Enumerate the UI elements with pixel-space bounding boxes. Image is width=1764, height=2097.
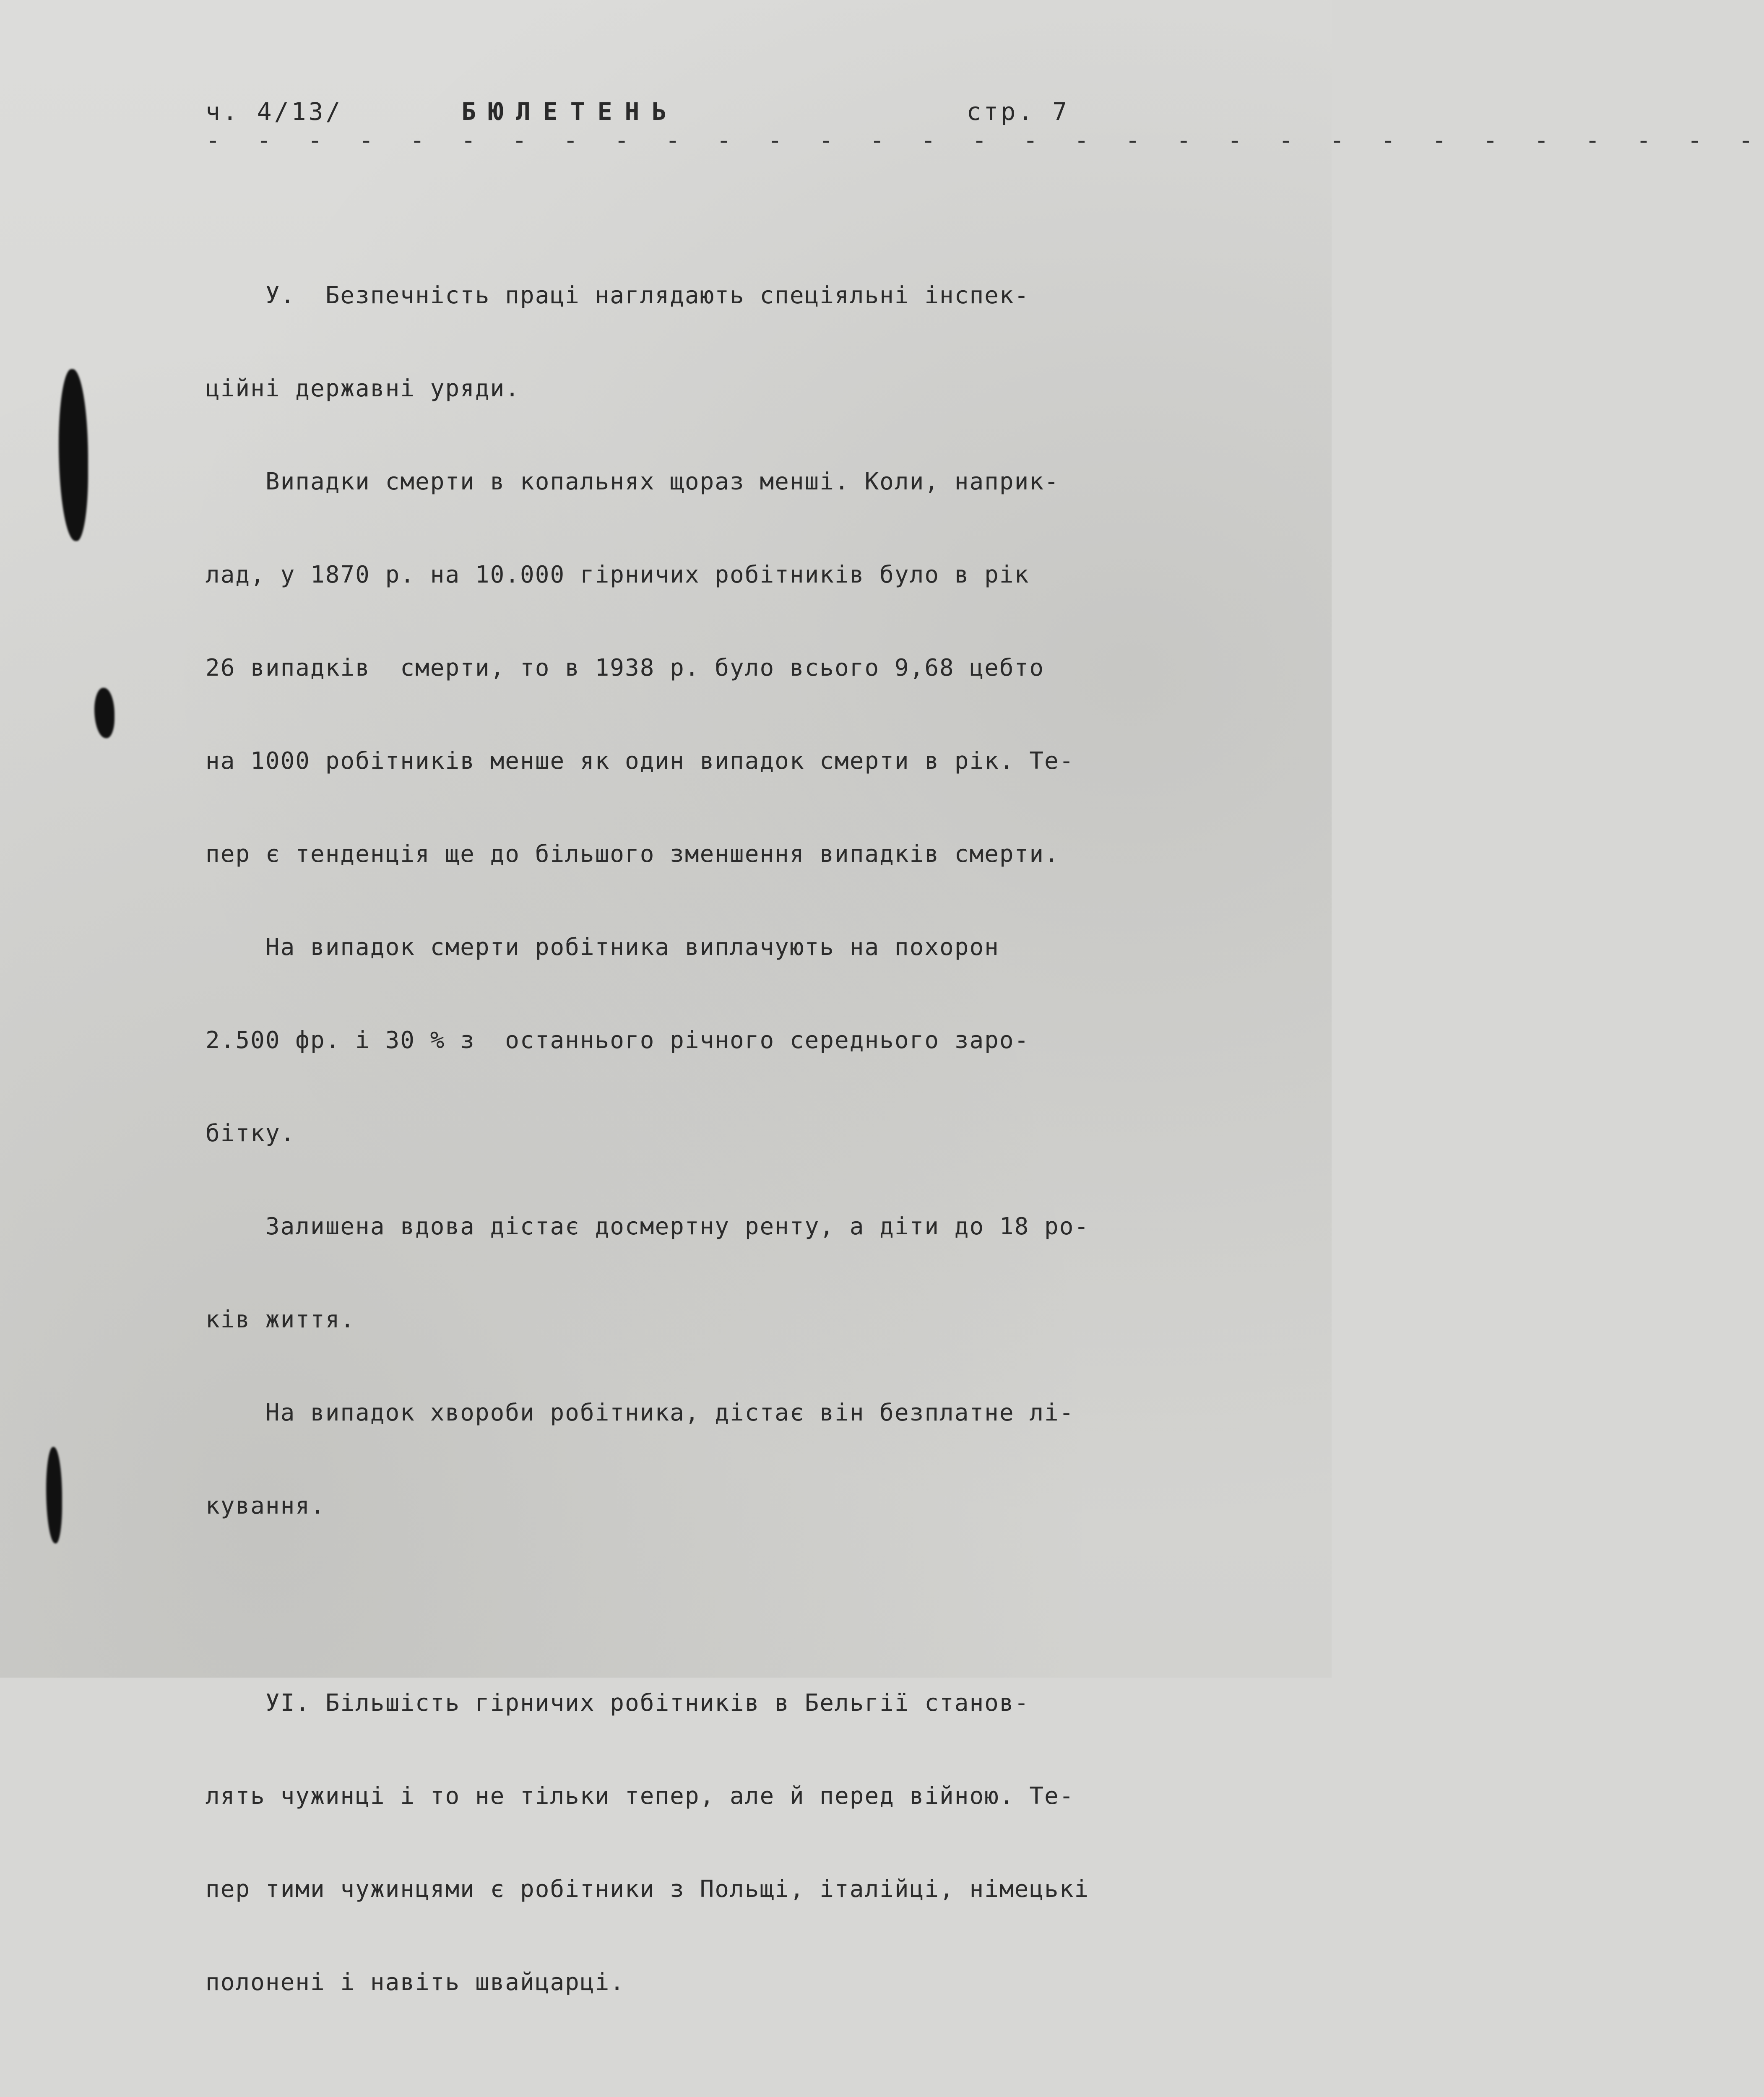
ink-blot — [94, 688, 114, 738]
section-6-line: лять чужинці і то не тільки тепер, але й перед війною. Те- — [206, 1782, 1075, 1810]
section-5-line: У. Безпечність праці наглядають спеціяльні інспек- — [206, 282, 1030, 309]
section-5-line: На випадок хвороби робітника, дістає він безплатне лі- — [206, 1399, 1075, 1426]
header-divider: - - - - - - - - - - - - - - - - - - - - - - - - - - - - - - - — [206, 126, 1764, 154]
section-6-line: УІ. Більшість гірничих робітників в Бельгії станов- — [206, 1689, 1030, 1717]
bulletin-title: БЮЛЕТЕНЬ — [461, 97, 679, 126]
section-5-line: 26 випадків смерти, то в 1938 р. було всього 9,68 цебто — [206, 654, 1045, 682]
page-number: стр. 7 — [966, 97, 1069, 126]
section-5-line: Випадки смерти в копальнях щораз менші. Коли, наприк- — [206, 468, 1059, 495]
section-5-line: на 1000 робітників менше як один випадок смерти в рік. Те- — [206, 747, 1075, 775]
section-6-line: пер тими чужинцями є робітники з Польщі, італійці, німецькі — [206, 1876, 1090, 1903]
section-5-line: ційні державні уряди. — [206, 375, 520, 402]
document-body — [206, 218, 1170, 2097]
ink-blot — [59, 369, 88, 541]
section-5-line: кування. — [206, 1492, 325, 1519]
section-5-line: бітку. — [206, 1120, 296, 1147]
section-5-line: ків життя. — [206, 1306, 356, 1333]
section-6-line: полонені і навіть швайцарці. — [206, 1969, 625, 1996]
section-5-line: 2.500 фр. і 30 % з останнього річного середнього заро- — [206, 1027, 1030, 1054]
section-5-line: лад, у 1870 р. на 10.000 гірничих робітників було в рік — [206, 561, 1030, 588]
ink-blot — [46, 1447, 62, 1543]
section-5-line: Залишена вдова дістає досмертну ренту, а діти до 18 ро- — [206, 1213, 1090, 1240]
section-5-line: пер є тенденція ще до більшого зменшення випадків смерти. — [206, 840, 1059, 868]
issue-number: ч. 4/13/ — [206, 97, 343, 126]
section-5-line: На випадок смерти робітника виплачують на похорон — [206, 934, 999, 961]
